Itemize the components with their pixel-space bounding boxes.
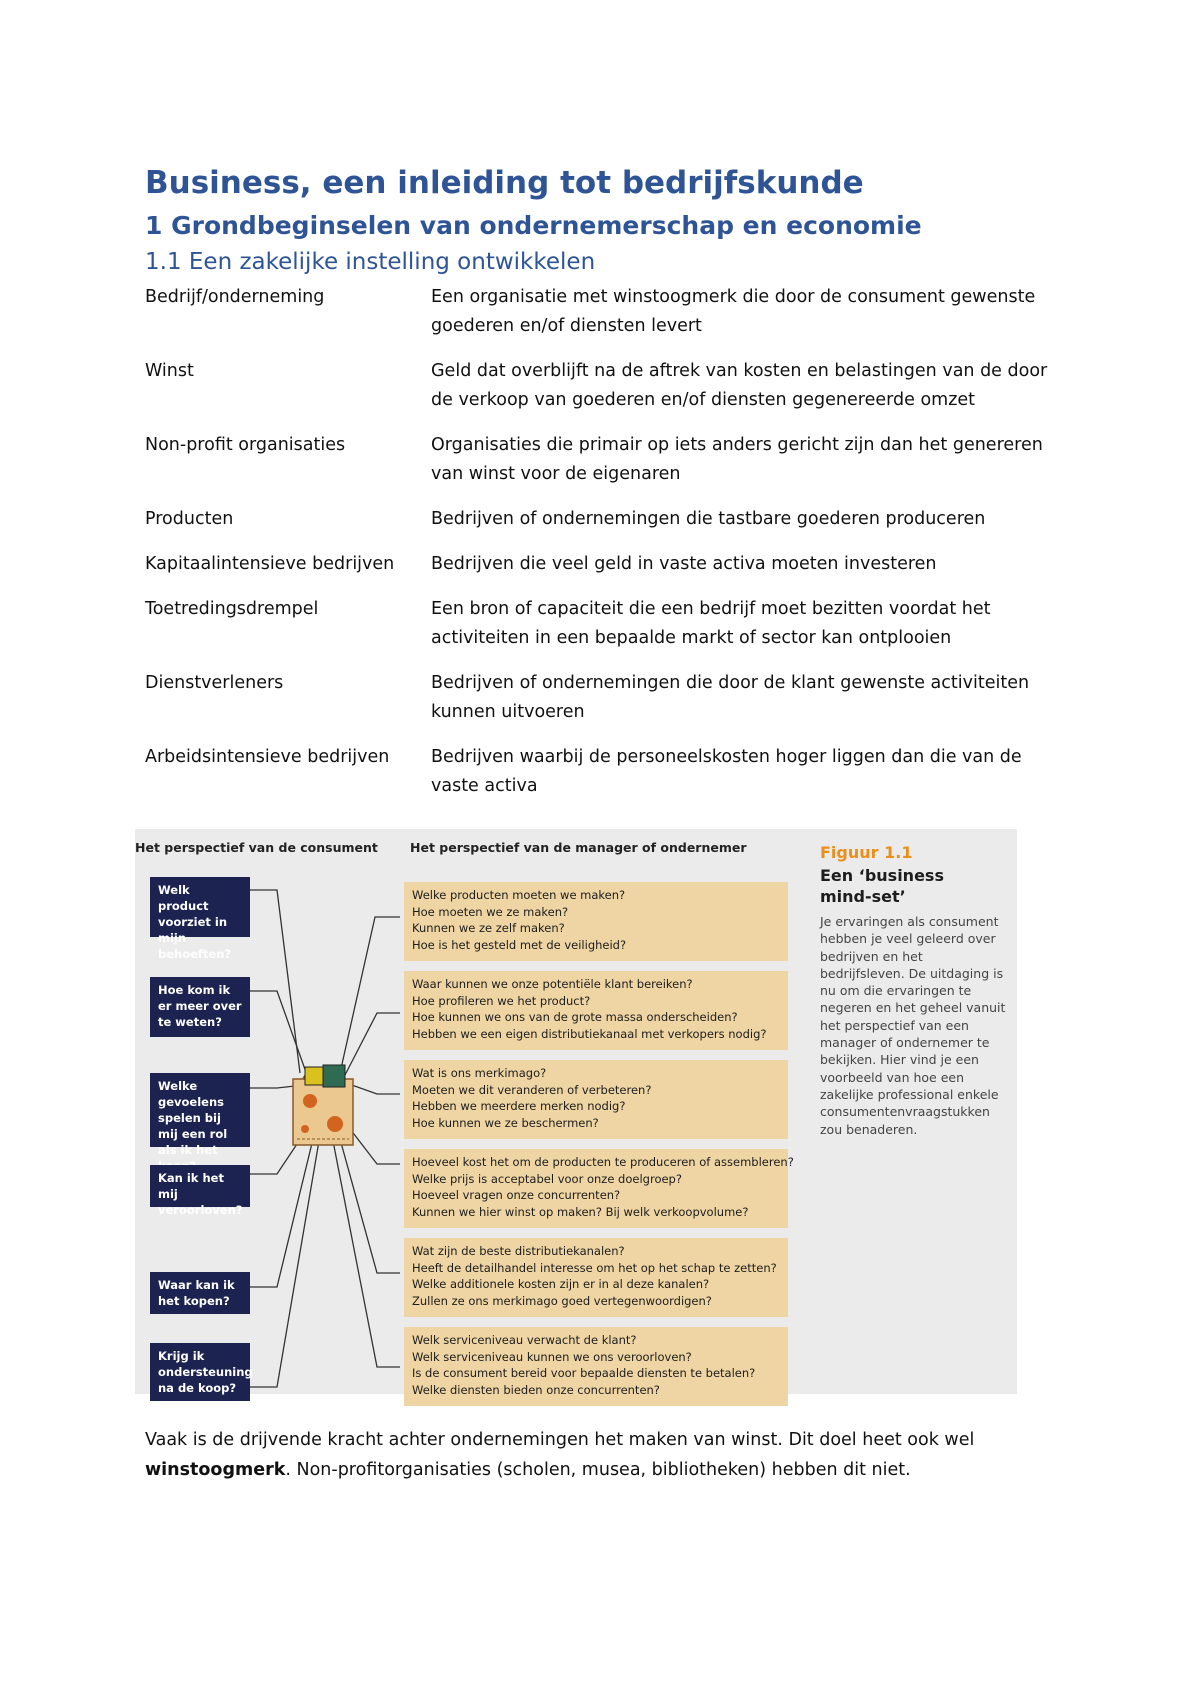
manager-question: Wat is ons merkimago? — [412, 1066, 547, 1080]
manager-question: Hoe kunnen we ze beschermen? — [412, 1115, 599, 1130]
definition-row — [145, 357, 1065, 415]
manager-perspective-heading: Het perspectief van de manager of ondernemer — [410, 840, 747, 855]
figure-caption: Je ervaringen als consument hebben je veel geleerd over bedrijven en het bedrijfsleven. De uitdaging is nu om die ervaringen te negeren en het geheel vanuit het perspectief van een manager of ondernemer te bekijken. Hier vind je een voorbeeld van hoe een zakelijke professional enkele consumentenvraagstukken zou benaderen. — [820, 914, 1006, 1137]
definition-description: Bedrijven die veel geld in vaste activa moeten investeren — [431, 554, 937, 574]
definition-term: Toetredingsdrempel — [145, 599, 319, 619]
manager-question: Moeten we dit veranderen of verbeteren? — [412, 1082, 652, 1097]
manager-question: Is de consument bereid voor bepaalde diensten te betalen? — [412, 1366, 756, 1380]
document-title: Business, een inleiding tot bedrijfskunde — [145, 165, 864, 201]
figure-title: Een ‘business mind-set’ — [820, 866, 944, 906]
definition-row — [145, 550, 1065, 579]
definition-term: Bedrijf/onderneming — [145, 287, 325, 307]
definition-description: Bedrijven of ondernemingen die door de klant gewenste activiteiten kunnen uitvoeren — [431, 673, 1030, 722]
manager-question: Heeft de detailhandel interesse om het op het schap te zetten? — [412, 1260, 777, 1275]
definition-row — [145, 431, 1065, 489]
section-heading: 1.1 Een zakelijke instelling ontwikkelen — [145, 249, 596, 275]
manager-question: Hebben we een eigen distributiekanaal met verkopers nodig? — [412, 1026, 767, 1041]
definition-description: Bedrijven waarbij de personeelskosten hoger liggen dan die van de vaste activa — [431, 747, 1022, 796]
manager-question: Hoeveel vragen onze concurrenten? — [412, 1188, 621, 1202]
manager-question: Wat zijn de beste distributiekanalen? — [412, 1244, 625, 1258]
manager-question: Hoe moeten we ze maken? — [412, 904, 569, 919]
definition-term: Non-profit organisaties — [145, 435, 346, 455]
definition-row — [145, 505, 1065, 534]
consumer-question-box: Krijg ik ondersteuning na de koop? — [150, 1343, 250, 1401]
manager-question-box — [404, 882, 788, 961]
consumer-question-box: Kan ik het mij veroorloven? — [150, 1165, 250, 1207]
consumer-question-box: Hoe kom ik er meer over te weten? — [150, 977, 250, 1037]
manager-question: Hoe is het gesteld met de veiligheid? — [412, 937, 627, 952]
paragraph-text: . Non-profitorganisaties (scholen, musea, bibliotheken) hebben dit niet. — [285, 1460, 911, 1480]
manager-question-box — [404, 1327, 788, 1406]
consumer-question-box: Waar kan ik het kopen? — [150, 1272, 250, 1314]
definition-term: Arbeidsintensieve bedrijven — [145, 747, 390, 767]
manager-question: Kunnen we hier winst op maken? Bij welk verkoopvolume? — [412, 1204, 749, 1219]
definition-description: Bedrijven of ondernemingen die tastbare goederen produceren — [431, 509, 986, 529]
definition-description: Een organisatie met winstoogmerk die door de consument gewenste goederen en/of diensten levert — [431, 287, 1036, 336]
definition-row — [145, 743, 1065, 801]
definitions-list — [145, 283, 1065, 817]
manager-question-box — [404, 971, 788, 1050]
shopping-bag-icon — [293, 1065, 353, 1145]
manager-question-box — [404, 1149, 794, 1228]
paragraph-text: Vaak is de drijvende kracht achter ondernemingen het maken van winst. Dit doel heet ook wel — [145, 1430, 975, 1450]
manager-question: Waar kunnen we onze potentiële klant bereiken? — [412, 977, 693, 991]
manager-question: Kunnen we ze zelf maken? — [412, 921, 565, 935]
definition-row — [145, 669, 1065, 727]
definition-term: Producten — [145, 509, 234, 529]
paragraph-bold-term: winstoogmerk — [145, 1460, 286, 1480]
body-paragraph — [145, 1425, 1065, 1485]
definition-term: Kapitaalintensieve bedrijven — [145, 554, 395, 574]
manager-question-box — [404, 1238, 788, 1317]
definition-row — [145, 283, 1065, 341]
manager-question-box — [404, 1060, 788, 1139]
definition-term: Dienstverleners — [145, 673, 284, 693]
figure-label: Figuur 1.1 — [820, 843, 913, 862]
manager-question: Hoe kunnen we ons van de grote massa onderscheiden? — [412, 1010, 738, 1024]
manager-question: Welk serviceniveau verwacht de klant? — [412, 1333, 637, 1347]
consumer-question-box: Welk product voorziet in mijn behoeften? — [150, 877, 250, 937]
manager-question: Welke producten moeten we maken? — [412, 888, 626, 902]
chapter-heading: 1 Grondbeginselen van ondernemerschap en economie — [145, 211, 922, 240]
manager-question: Zullen ze ons merkimago goed vertegenwoordigen? — [412, 1293, 712, 1308]
definition-description: Organisaties die primair op iets anders gericht zijn dan het genereren van winst voor de eigenaren — [431, 435, 1043, 484]
definition-description: Geld dat overblijft na de aftrek van kosten en belastingen van de door de verkoop van goederen en/of diensten gegenereerde omzet — [431, 361, 1048, 410]
manager-question: Hoeveel kost het om de producten te produceren of assembleren? — [412, 1155, 794, 1169]
manager-question: Welke diensten bieden onze concurrenten? — [412, 1382, 660, 1397]
definition-row — [145, 595, 1065, 653]
business-mindset-figure — [135, 829, 1017, 1397]
definition-description: Een bron of capaciteit die een bedrijf moet bezitten voordat het activiteiten in een bepaalde markt of sector kan ontplooien — [431, 599, 991, 648]
consumer-question-box: Welke gevoelens spelen bij mij een rol als ik het — [150, 1073, 250, 1147]
manager-question: Hebben we meerdere merken nodig? — [412, 1099, 626, 1113]
consumer-perspective-heading: Het perspectief van de consument — [135, 840, 378, 855]
manager-question: Hoe profileren we het product? — [412, 993, 591, 1008]
definition-term: Winst — [145, 361, 194, 381]
manager-question: Welke prijs is acceptabel voor onze doelgroep? — [412, 1171, 682, 1186]
manager-question: Welk serviceniveau kunnen we ons veroorloven? — [412, 1349, 692, 1364]
manager-question: Welke additionele kosten zijn er in al deze kanalen? — [412, 1277, 710, 1291]
